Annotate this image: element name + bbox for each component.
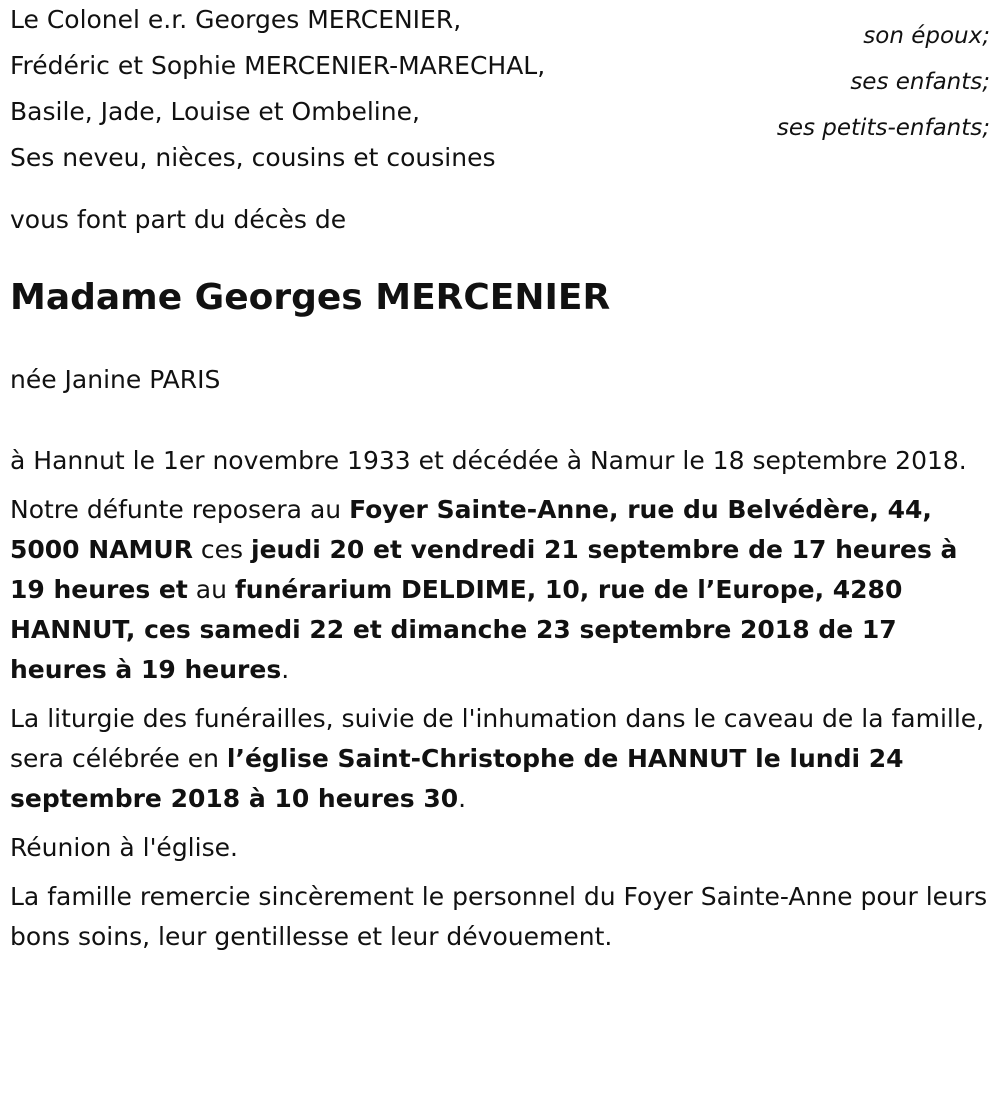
wake-location-1: Foyer Sainte-Anne, rue du Belvédère, 44, 5000 NAMUR — [10, 495, 932, 564]
deceased-name: Madame Georges MERCENIER — [10, 277, 611, 318]
family-member-name: Ses neveu, nièces, cousins et cousines — [10, 143, 496, 172]
wake-text: au — [187, 575, 235, 604]
family-member-role: ses enfants; — [850, 69, 990, 95]
family-line-husband — [10, 0, 990, 48]
family-member-name: Basile, Jade, Louise et Ombeline, — [10, 97, 420, 126]
family-line-relatives — [10, 138, 990, 178]
wake-text: . — [281, 655, 290, 684]
family-line-children — [10, 46, 990, 94]
liturgy-text: La liturgie des funérailles, suivie de l'inhumation dans le caveau de la famille, sera célébrée en — [10, 704, 985, 773]
liturgy-text: . — [458, 784, 467, 813]
wake-info — [10, 490, 990, 690]
wake-text: Notre défunte reposera au — [10, 495, 350, 524]
wake-dates-1: jeudi 20 et vendredi 21 septembre de 17 heures à 19 heures et — [10, 535, 958, 604]
wake-location-2: funérarium DELDIME, 10, rue de l’Europe, 4280 HANNUT, ces samedi 22 et dimanche 23 septembre 2018 de 17 heures à 19 heures — [10, 575, 903, 684]
announcement-intro: vous font part du décès de — [10, 205, 347, 234]
maiden-name: née Janine PARIS — [10, 365, 221, 394]
wake-text: ces — [192, 535, 252, 564]
thanks-message: La famille remercie sincèrement le personnel du Foyer Sainte-Anne pour leurs bons soins, leur gentillesse et leur dévouement. — [10, 882, 988, 951]
family-member-role: son époux; — [863, 23, 990, 49]
liturgy-info — [10, 699, 990, 819]
family-line-grandchildren — [10, 92, 990, 140]
family-member-role: ses petits-enfants; — [776, 115, 990, 141]
birth-death-info: à Hannut le 1er novembre 1933 et décédée à Namur le 18 septembre 2018. — [10, 446, 967, 475]
family-member-name: Le Colonel e.r. Georges MERCENIER, — [10, 5, 462, 34]
liturgy-location-date: l’église Saint-Christophe de HANNUT le lundi 24 septembre 2018 à 10 heures 30 — [10, 744, 904, 813]
meeting-info: Réunion à l'église. — [10, 833, 238, 862]
family-member-name: Frédéric et Sophie MERCENIER-MARECHAL, — [10, 51, 546, 80]
